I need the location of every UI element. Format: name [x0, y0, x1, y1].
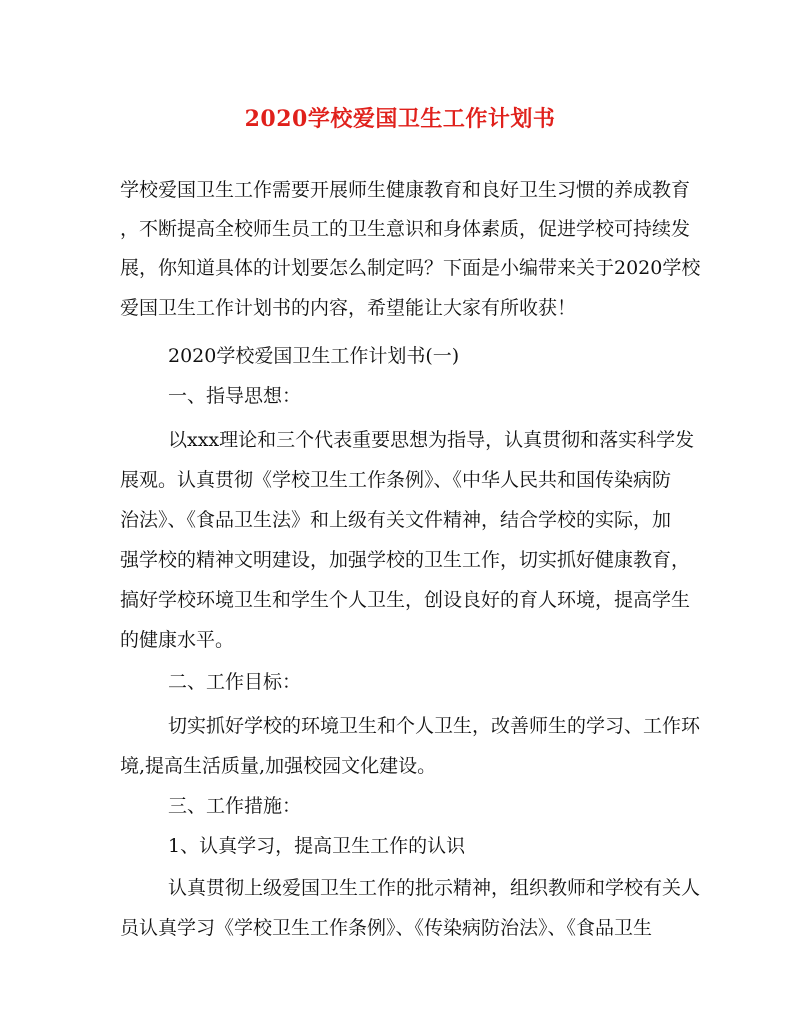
body-line-7: 以xxx理论和三个代表重要思想为指导，认真贯彻和落实科学发: [168, 429, 695, 451]
heading-guiding-thought: 一、指导思想：: [168, 385, 302, 407]
body-line-12: 的健康水平。: [120, 629, 235, 651]
body-line-14: 切实抓好学校的环境卫生和个人卫生，改善师生的学习、工作环: [168, 715, 701, 737]
body-line-15: 境,提高生活质量,加强校园文化建设。: [120, 755, 437, 777]
body-line-11: 搞好学校环境卫生和学生个人卫生，创设良好的育人环境，提高学生: [120, 589, 691, 611]
body-line-1: 学校爱国卫生工作需要开展师生健康教育和良好卫生习惯的养成教育: [120, 179, 691, 201]
body-line-2: ，不断提高全校师生员工的卫生意识和身体素质，促进学校可持续发: [120, 218, 691, 240]
body-line-4: 爱国卫生工作计划书的内容，希望能让大家有所收获！: [120, 297, 577, 319]
body-line-18: 认真贯彻上级爱国卫生工作的批示精神，组织教师和学校有关人: [168, 877, 701, 899]
body-line-3: 展，你知道具体的计划要怎么制定吗？下面是小编带来关于2020学校: [120, 257, 701, 279]
section-subtitle: 2020学校爱国卫生工作计划书(一): [168, 345, 460, 367]
body-line-10: 强学校的精神文明建设，加强学校的卫生工作，切实抓好健康教育，: [120, 549, 691, 571]
document-title: 2020学校爱国卫生工作计划书: [244, 106, 556, 132]
heading-work-goals: 二、工作目标：: [168, 671, 302, 693]
body-line-9: 治法》、《食品卫生法》和上级有关文件精神，结合学校的实际，加: [120, 509, 672, 531]
body-line-8: 展观。认真贯彻《学校卫生工作条例》、《中华人民共和国传染病防: [120, 469, 672, 491]
subheading-study: 1、认真学习，提高卫生工作的认识: [168, 835, 466, 857]
heading-work-measures: 三、工作措施：: [168, 795, 302, 817]
body-line-19: 员认真学习《学校卫生工作条例》、《传染病防治法》、《食品卫生: [120, 917, 653, 939]
